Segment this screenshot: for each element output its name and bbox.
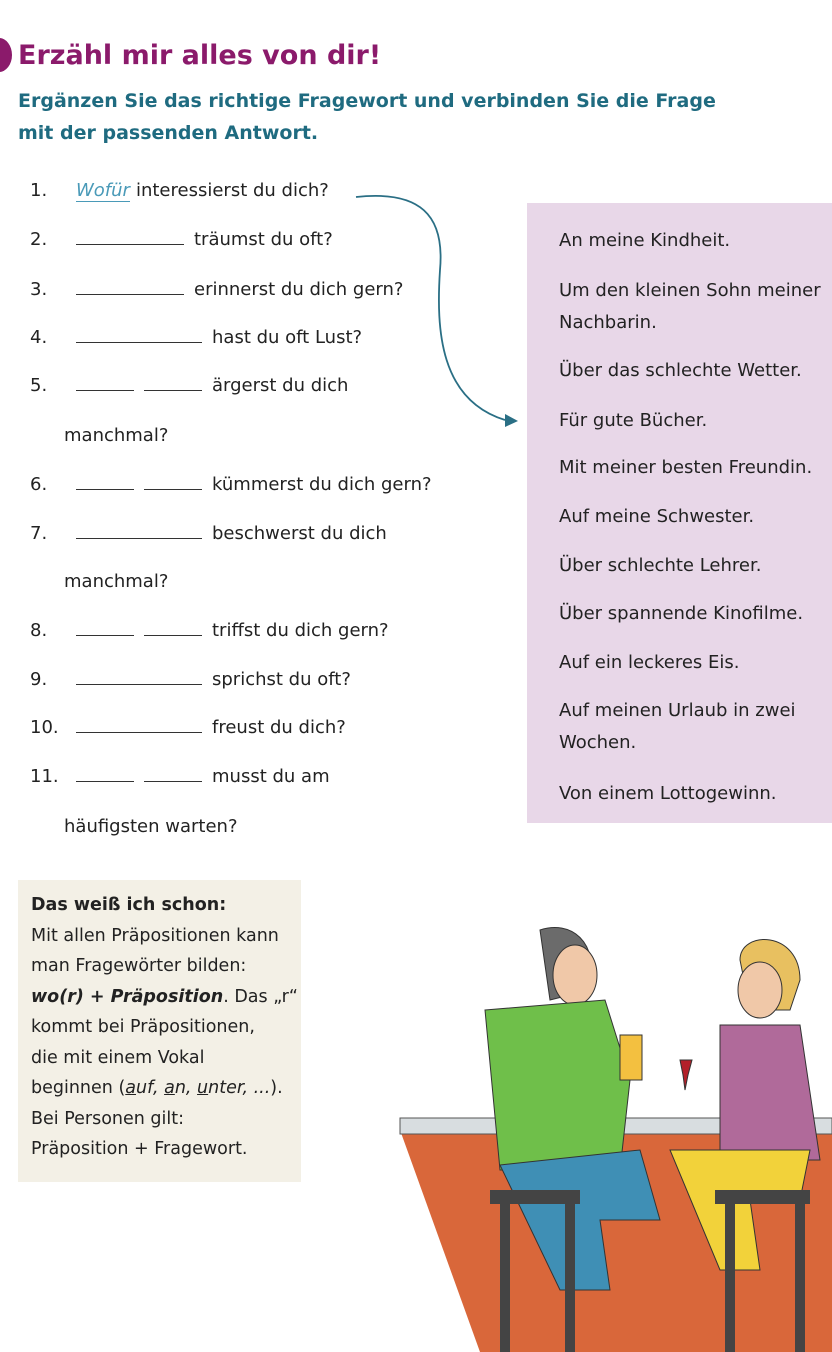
question-text: träumst du oft? [194,229,333,250]
question-text: kümmerst du dich gern? [212,474,432,495]
blank-field[interactable] [76,767,134,782]
blank-field[interactable] [144,621,202,636]
question-number: 2. [30,229,48,250]
instruction-line-2: mit der passenden Antwort. [18,122,319,144]
answer-option[interactable]: Um den kleinen Sohn meiner Nachbarin. [559,280,821,333]
info-text: ). [270,1078,283,1098]
blank-field[interactable] [144,475,202,490]
question-text: triffst du dich gern? [212,620,389,641]
info-heading: Das weiß ich schon: [31,895,227,915]
question-continuation: manchmal? [64,425,169,446]
question-number: 3. [30,279,48,300]
answer-option[interactable]: Auf meinen Urlaub in zwei Wochen. [559,700,796,753]
question-number: 1. [30,180,48,201]
question-item [30,669,351,690]
question-item [30,620,389,641]
question-number: 11. [30,766,59,787]
question-item [30,766,330,787]
answer-option[interactable]: Von einem Lottogewinn. [559,783,777,804]
info-text: man Fragewörter bilden: [31,956,247,976]
blank-field[interactable] [76,621,134,636]
info-formula: wo(r) + Präposition [31,986,224,1007]
answer-option[interactable]: An meine Kindheit. [559,230,731,251]
answer-option[interactable]: Für gute Bücher. [559,410,708,431]
question-number: 6. [30,474,48,495]
info-text: kommt bei Präpositionen, [31,1017,255,1037]
info-box [18,880,301,1182]
info-example: n, [174,1078,198,1098]
question-number: 10. [30,717,59,738]
info-text: die mit einem Vokal [31,1047,205,1068]
blank-field[interactable] [76,670,202,685]
answer-option[interactable]: Über das schlechte Wetter. [559,360,802,381]
question-text: beschwerst du dich [212,523,387,544]
answer-option[interactable]: Auf meine Schwester. [559,506,755,527]
info-text: . Das „r“ [223,986,298,1007]
question-text: musst du am [212,766,330,787]
question-item [30,523,387,544]
question-text: hast du oft Lust? [212,327,363,348]
answer-box [527,203,832,823]
bar-illustration [300,900,832,1352]
blank-field[interactable] [144,767,202,782]
question-item [30,717,346,738]
question-number: 7. [30,523,48,544]
info-text: Präposition + Fragewort. [31,1139,248,1159]
answer-option[interactable]: Über schlechte Lehrer. [559,555,762,576]
exercise-title: Erzähl mir alles von dir! [18,40,382,71]
question-continuation: manchmal? [64,571,169,592]
info-text: Bei Personen gilt: [31,1108,185,1129]
answer-filled[interactable]: Wofür [76,180,130,201]
info-example: a [125,1078,137,1098]
answer-option[interactable]: Mit meiner besten Freundin. [559,457,813,478]
blank-field[interactable] [76,524,202,539]
answer-option[interactable]: Über spannende Kinofilme. [559,603,804,624]
question-text: erinnerst du dich gern? [194,279,404,300]
blank-field[interactable] [76,718,202,733]
question-text: interessierst du dich? [135,180,329,201]
instruction-line-1: Ergänzen Sie das richtige Fragewort und verbinden Sie die Frage [18,90,716,112]
info-example: a [164,1078,175,1098]
question-number: 5. [30,375,48,396]
info-example: nter, ... [208,1078,271,1098]
question-continuation: häufigsten warten? [64,816,238,837]
info-example: u [197,1078,209,1098]
info-text: Mit allen Präpositionen kann [31,925,279,946]
question-text: sprichst du oft? [212,669,351,690]
question-item [30,474,432,495]
question-text: freust du dich? [212,717,346,738]
blank-field[interactable] [76,475,134,490]
answer-option[interactable]: Auf ein leckeres Eis. [559,652,740,673]
info-example: uf, [136,1078,165,1098]
question-number: 8. [30,620,48,641]
question-text: ärgerst du dich [212,375,349,396]
question-number: 9. [30,669,48,690]
question-number: 4. [30,327,48,348]
info-text: beginnen ( [31,1078,126,1098]
